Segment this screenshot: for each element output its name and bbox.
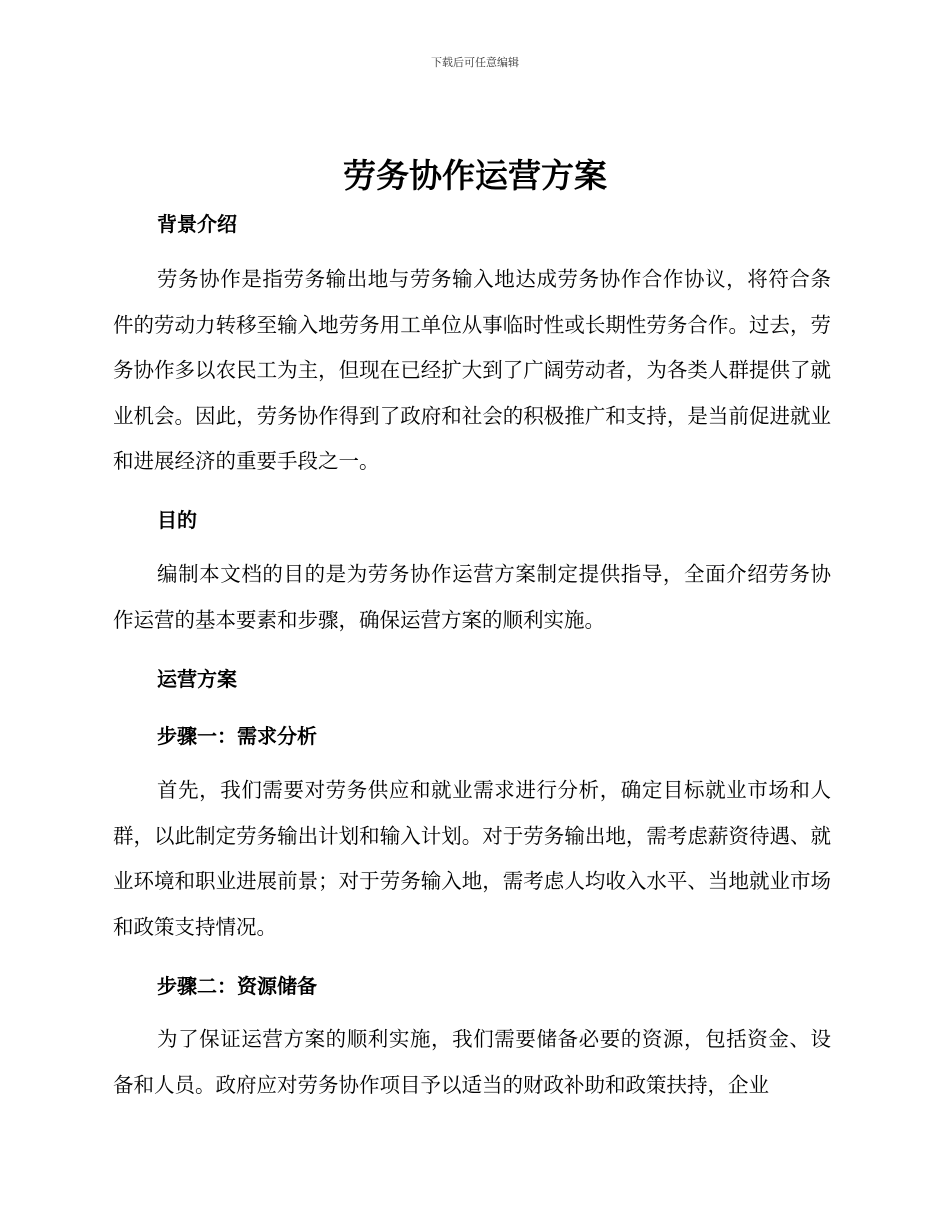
section-heading-purpose: 目的 [157,508,197,532]
section-heading-step-one: 步骤一：需求分析 [157,724,317,748]
paragraph-step-two: 为了保证运营方案的顺利实施，我们需要储备必要的资源，包括资金、设备和人员。政府应对劳务协作项目予以适当的财政补助和政策扶持，企业 [113,1027,831,1097]
document-title: 劳务协作运营方案 [343,156,607,195]
page-header-note: 下载后可任意编辑 [431,56,519,69]
paragraph-purpose: 编制本文档的目的是为劳务协作运营方案制定提供指导，全面介绍劳务协作运营的基本要素和步骤，确保运营方案的顺利实施。 [113,562,831,632]
paragraph-background: 劳务协作是指劳务输出地与劳务输入地达成劳务协作合作协议，将符合条件的劳动力转移至输入地劳务用工单位从事临时性或长期性劳务合作。过去，劳务协作多以农民工为主，但现在已经扩大到了广阔劳动者，为各类人群提供了就业机会。因此，劳务协作得到了政府和社会的积极推广和支持，是当前促进就业和进展经济的重要手段之一。 [113,267,831,473]
section-heading-background: 背景介绍 [157,212,237,236]
section-heading-step-two: 步骤二：资源储备 [157,974,317,998]
paragraph-step-one: 首先，我们需要对劳务供应和就业需求进行分析，确定目标就业市场和人群，以此制定劳务输出计划和输入计划。对于劳务输出地，需考虑薪资待遇、就业环境和职业进展前景；对于劳务输入地，需考虑人均收入水平、当地就业市场和政策支持情况。 [113,778,831,939]
section-heading-operation-plan: 运营方案 [157,667,237,691]
